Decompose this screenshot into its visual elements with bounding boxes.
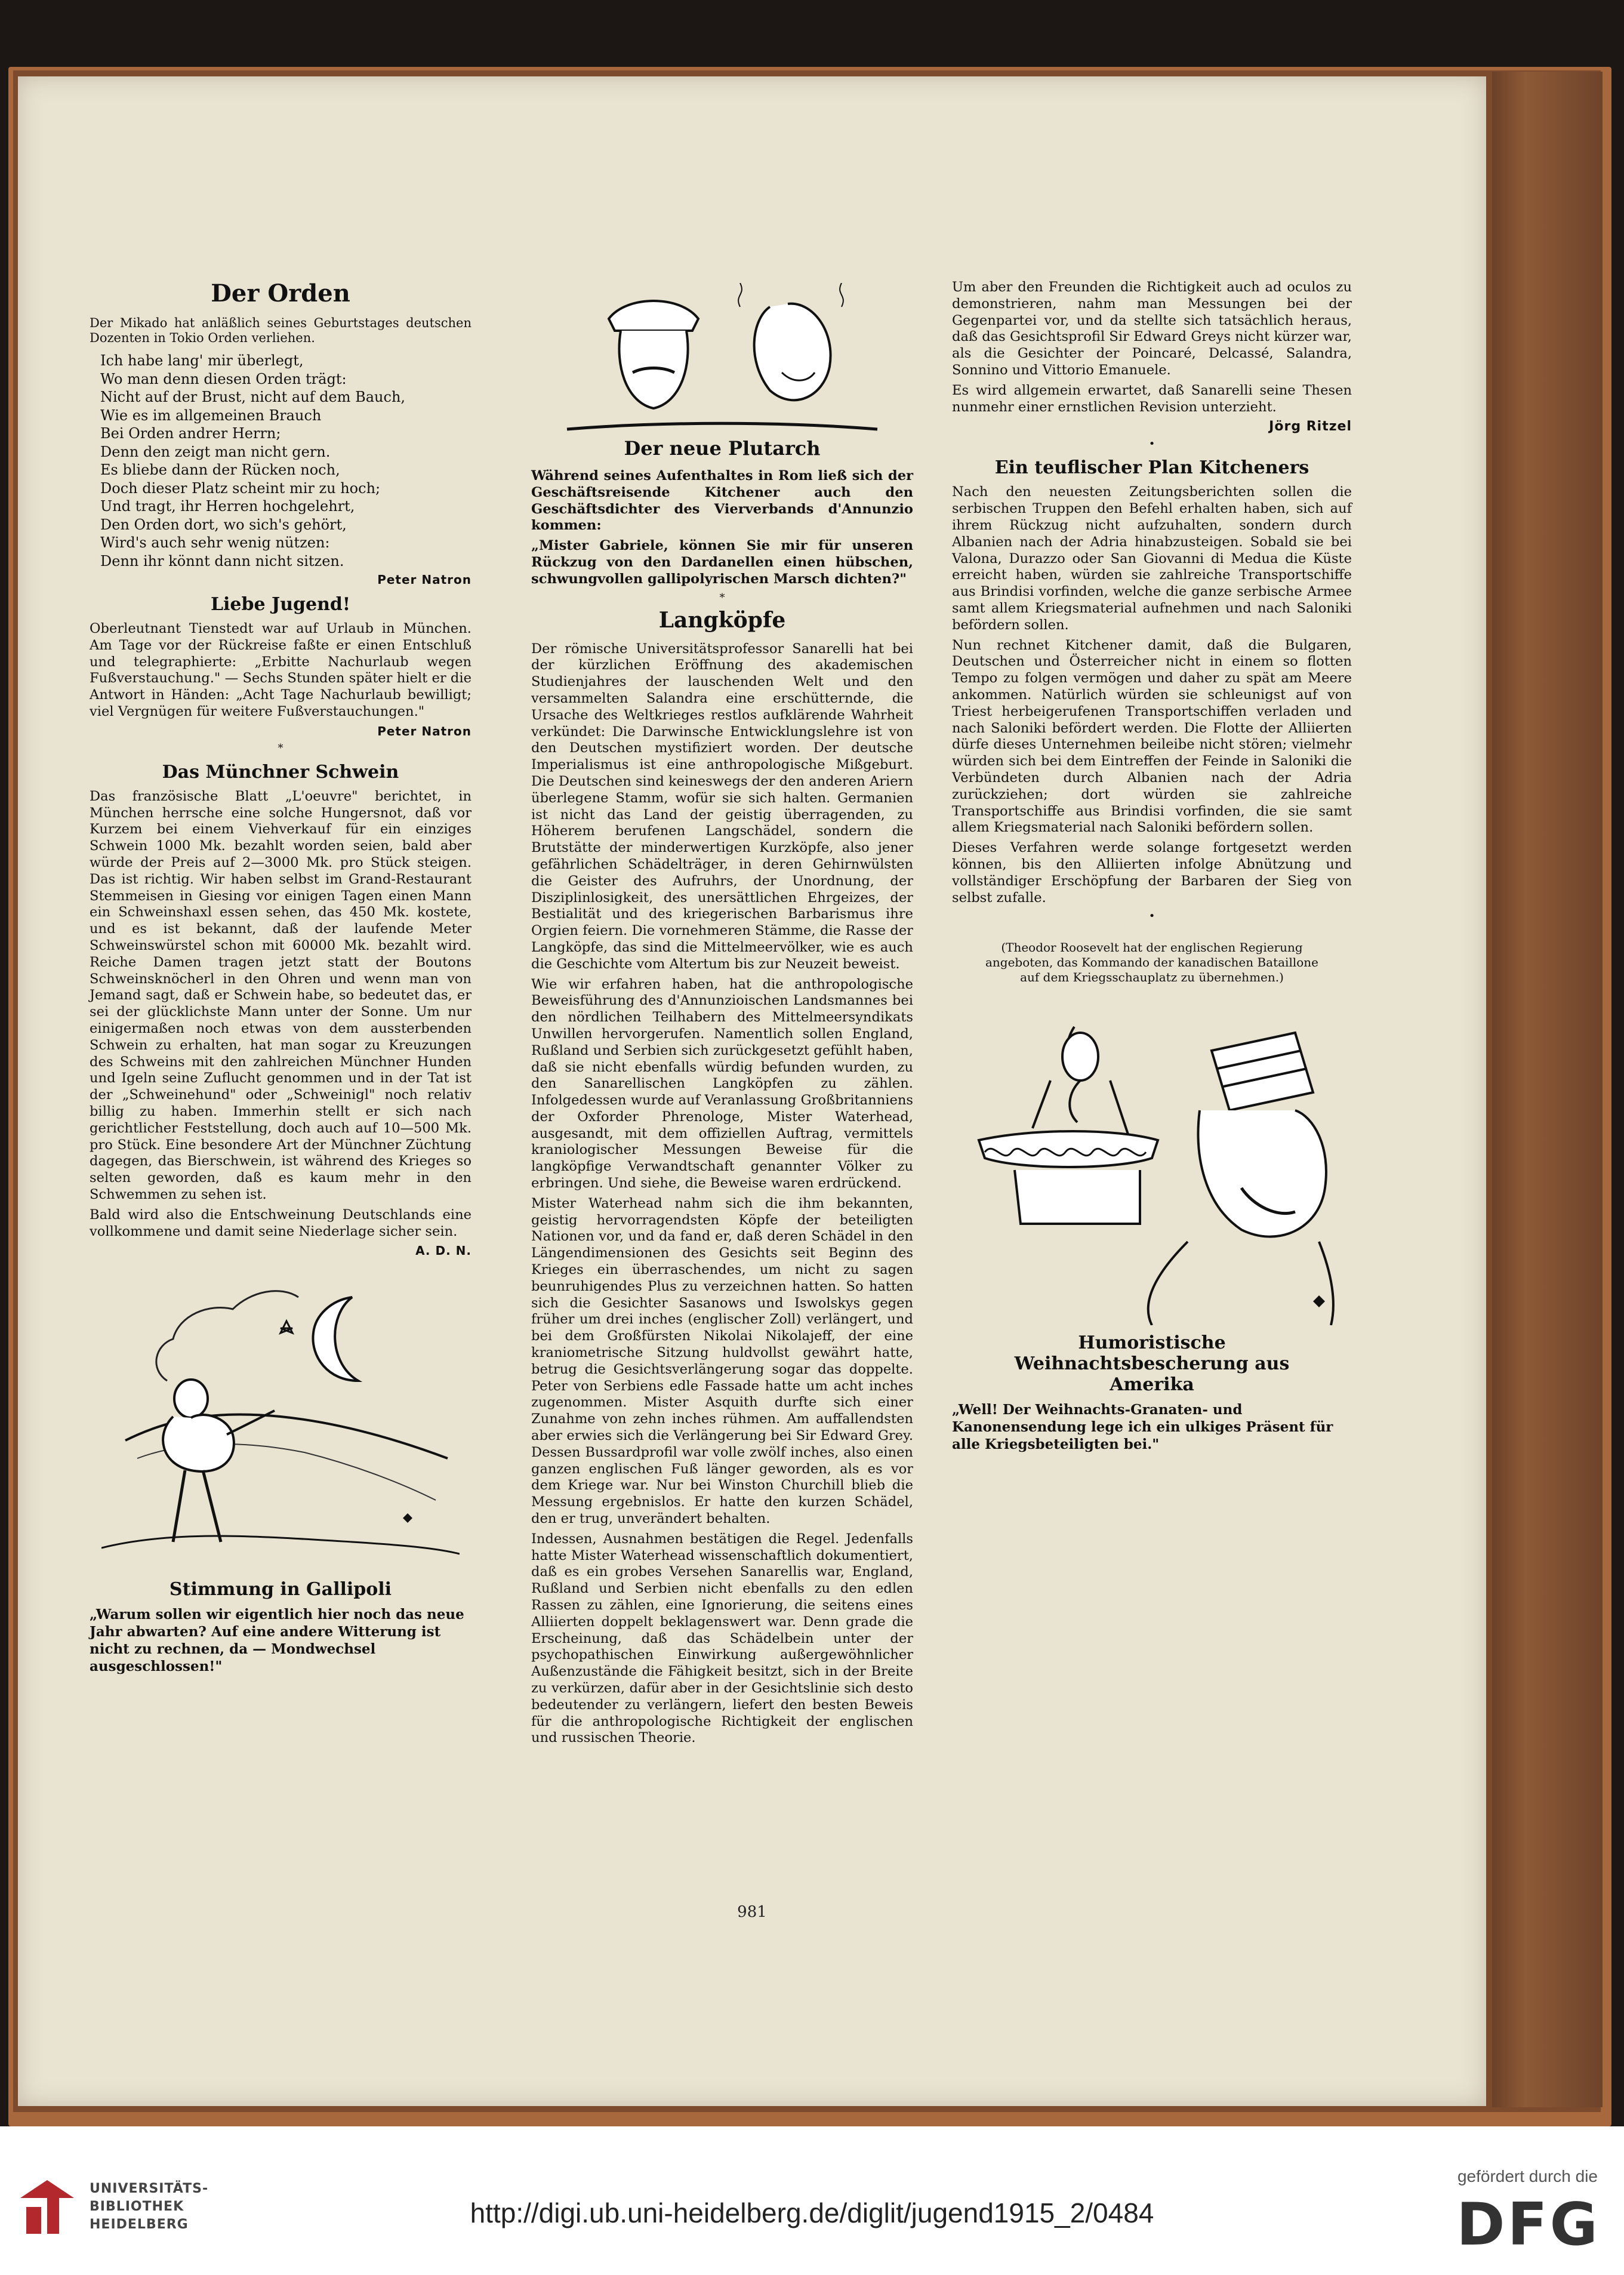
library-line: HEIDELBERG: [90, 2217, 189, 2232]
amerika-cartoon-illustration: [961, 991, 1343, 1325]
poem-line: Bei Orden andrer Herrn;: [100, 425, 281, 442]
plutarch-p1: Während seines Aufenthaltes in Rom ließ sich der Geschäftsreisende Kitchener auch den Geschäftsdichter des Vierverbands d'Annunzio kommen:: [531, 468, 913, 534]
poem-line: Denn den zeigt man nicht gern.: [100, 443, 331, 460]
column-middle: [531, 279, 913, 1750]
permalink-url[interactable]: http://digi.ub.uni-heidelberg.de/diglit/jugend1915_2/0484: [470, 2197, 1154, 2228]
viewer-footer: [0, 2126, 1624, 2275]
heading-langkoepfe: Langköpfe: [658, 607, 786, 633]
amerika-caption: „Well! Der Weihnachts-Granaten- und Kanonensendung lege ich ein ulkiges Präsent für alle Kriegsbeteiligten bei.": [952, 1402, 1333, 1453]
amerika-note: (Theodor Roosevelt hat der englischen Regierung angeboten, das Kommando der kanadischen Bataillone auf dem Kriegsschauplatz zu übernehmen.): [985, 940, 1319, 985]
heading-muenchner-schwein: Das Münchner Schwein: [162, 761, 399, 783]
heading-der-orden: Der Orden: [211, 279, 350, 307]
heading-stimmung-gallipoli: Stimmung in Gallipoli: [169, 1579, 392, 1600]
heading-weihnachtsbescherung: Humoristische Weihnachtsbescherung aus Amerika: [1014, 1332, 1290, 1396]
heading-neue-plutarch: Der neue Plutarch: [624, 437, 821, 460]
poem-line: Nicht auf der Brust, nicht auf dem Bauch,: [100, 389, 406, 405]
column-left: [90, 279, 472, 1679]
jugend-author: Peter Natron: [377, 724, 472, 738]
orden-author: Peter Natron: [377, 572, 472, 587]
langkoepfe-p4: Indessen, Ausnahmen bestätigen die Regel. Jedenfalls hatte Mister Waterhead wissenschaftlich dokumentiert, daß es ein grobes Versehen Sanarellis war, England, Rußland und Serbien nicht ebenfalls zu den edlen Rassen zu zählen, eine Ignorierung, die seitens eines Alliierten doppelt beklagenswert war. Denn grade die Erscheinung, daß das Schädelbein unter der psychopathischen Einwirkung außergewöhnlicher Außenzustände die Fähigkeit besitzt, sich in der Breite zu verkürzen, dafür aber in der Gesichtslinie sich desto bedeutender zu verlängern, liefert den besten Beweis für die anthropologische Richtigkeit der englischen und russischen Theorie.: [531, 1531, 913, 1746]
plutarch-p2: „Mister Gabriele, können Sie mir für unseren Rückzug von den Dardanellen einen hübschen, schwungvollen gallipolyrischen Marsch dichten?": [531, 538, 913, 587]
column-right: [952, 279, 1352, 1457]
funding-note: gefördert durch die: [1457, 2167, 1598, 2185]
plan-p3: Dieses Verfahren werde solange fortgesetzt werden können, bis den Alliierten infolge Abnützung und vollständiger Erschöpfung der Barbaren der Sieg von selbst zufalle.: [952, 840, 1352, 906]
book-spine-board: [1492, 72, 1603, 2107]
poem-line: Doch dieser Platz scheint mir zu hoch;: [100, 479, 381, 497]
separator-star: *: [719, 591, 725, 604]
schwein-author: A. D. N.: [415, 1243, 472, 1258]
langkoepfe-p2: Wie wir erfahren haben, hat die anthropologische Beweisführung des d'Annunzioischen Landsmannes bei den nördlichen Teilhabern des Mittelmeersyndikats Unwillen hervorgerufen. Namentlich sollen England, Rußland und Serbien sich zurückgesetzt gefühlt haben, daß sie nicht ebenfalls würdig befunden wurden, zu den Sanarellischen Langköpfen zu zählen. Infolgedessen wurde auf Veranlassung Großbritanniens der Oxforder Phrenologe, Mister Waterhead, ausgesandt, mit dem offiziellen Auftrag, vermittels kraniologischer Messungen Beweise für die langköpfige Verwandtschaft genannter Völker zu erbringen. Und siehe, die Beweise waren erdrückend.: [531, 976, 913, 1192]
poem-line: Wo man denn diesen Orden trägt:: [100, 370, 347, 387]
separator-star: •: [1148, 910, 1155, 923]
langkoepfe-p5: Um aber den Freunden die Richtigkeit auch ad oculos zu demonstrieren, nahm man Messungen bei der Gegenpartei vor, und da stellte sich tatsächlich heraus, daß das Gesichtsprofil Sir Edward Greys nicht kürzer war, als die Gesichter der Poincaré, Delcassé, Salandra, Sonnino und Vittorio Emanuele.: [952, 279, 1352, 378]
magazine-page: [18, 76, 1486, 2106]
heading-teuflischer-plan: Ein teuflischer Plan Kitcheners: [994, 457, 1309, 479]
separator-star: *: [278, 741, 283, 755]
langkoepfe-p6: Es wird allgemein erwartet, daß Sanarelli seine Thesen nunmehr einer ernstlichen Revision unterzieht.: [952, 382, 1352, 415]
poem-line: Ich habe lang' mir überlegt,: [100, 352, 304, 369]
langkoepfe-author: Jörg Ritzel: [1269, 419, 1352, 435]
poem-line: Es bliebe dann der Rücken noch,: [100, 461, 340, 478]
poem-line: Denn ihr könnt dann nicht sitzen.: [100, 552, 344, 569]
orden-poem: [90, 352, 472, 570]
poem-line: Und tragt, ihr Herren hochgelehrt,: [100, 498, 355, 515]
heading-liebe-jugend: Liebe Jugend!: [210, 594, 351, 615]
poem-line: Den Orden dort, wo sich's gehört,: [100, 516, 347, 533]
dfg-logo[interactable]: DFG: [1456, 2191, 1600, 2259]
langkoepfe-p3: Mister Waterhead nahm sich die ihm bekannten, geistig hervorragendsten Köpfe der beteiligten Nationen vor, und da fand er, daß deren Schädel in den Längendimensionen des Gesichts seit Beginn des Krieges ein überraschendes, um nicht zu sagen beunruhigendes Plus zu verzeichnen hatten. So hatten sich die Gesichter Sasanows und Iswolskys gegen früher um drei inches (englischer Zoll) verlängert, und bei dem Großfürsten Nikolai Nikolajeff, der eine kraniometrische Sitzung huldvollst gewährt hatte, betrug die Gesichtsverlängerung sogar das doppelte. Peter von Serbiens edle Fassade hatte um acht inches zugenommen. Mister Asquith durfte sich einer Zunahme von zehn inches rühmen. Am auffallendsten aber erwies sich die Verlängerung bei Sir Edward Grey. Dessen Bussardprofil war volle zwölf inches, also einen ganzen englischen Fuß länger geworden, als es vor dem Kriege war. Nur bei Winston Churchill blieb die Messung ergebnislos. Er hatte den kurzen Schädel, den er trug, unverändert behalten.: [531, 1195, 913, 1527]
separator-star: •: [1148, 438, 1155, 451]
gallipoli-cartoon-illustration: [101, 1261, 460, 1572]
orden-intro: Der Mikado hat anläßlich seines Geburtstages deutschen Dozenten in Tokio Orden verliehen.: [90, 316, 472, 345]
schwein-p2: Bald wird also die Entschweinung Deutschlands eine vollkommene und damit seine Niederlage sicher sein.: [90, 1206, 472, 1239]
gallipoli-caption: „Warum sollen wir eigentlich hier noch das neue Jahr abwarten? Auf eine andere Witterung ist nicht zu rechnen, da — Mondwechsel ausgeschlossen!": [90, 1606, 464, 1675]
poem-line: Wie es im allgemeinen Brauch: [100, 407, 322, 424]
library-line: UNIVERSITÄTS-: [90, 2181, 209, 2196]
plutarch-cartoon-illustration: [543, 283, 901, 432]
plan-p1: Nach den neuesten Zeitungsberichten sollen die serbischen Truppen den Befehl erhalten haben, sich auf ihrem Rückzug nicht aufzuhalten, sondern durch Albanien nach der Adria hinabzusteigen. Sobald sie bei Valona, Durazzo oder San Giovanni di Medua die Küste erreicht haben, würden sie zahlreiche Transportschiffe aus Brindisi vorfinden, welche die ganze serbische Armee samt allem Kriegsmaterial aufnehmen und nach Saloniki befördern sollen.: [952, 484, 1352, 633]
page-number: 981: [737, 1903, 767, 1921]
jugend-text: Oberleutnant Tienstedt war auf Urlaub in München. Am Tage vor der Rückreise faßte er einen Entschluß und telegraphierte: „Erbitte Nachurlaub wegen Fußverstauchung." — Sechs Stunden später hielt er die Antwort in Händen: „Acht Tage Nachurlaub bewilligt; viel Vergnügen für weitere Fußverstauchungen.": [90, 621, 472, 719]
poem-line: Wird's auch sehr wenig nützen:: [100, 534, 330, 551]
schwein-p1: Das französische Blatt „L'oeuvre" berichtet, in München herrsche eine solche Hungersnot, daß vor Kurzem bei einem Viehverkauf für ein einziges Schwein 1000 Mk. bezahlt worden seien, bald aber würde der Preis auf 2—3000 Mk. pro Stück steigen. Das ist richtig. Wir haben selbst im Grand-Restaurant Stemmeisen in Giesing vor einigen Tagen einen Mann ein Schweinshaxl essen sehen, das 450 Mk. kostete, und es ist bekannt, daß der laufende Meter Schweinswürstel schon mit 60000 Mk. bezahlt wird. Reiche Damen tragen jetzt statt der Boutons Schweinsknöcherl in den Ohren und wenn man von Jemand sagt, daß er Schwein habe, so bedeutet das, er sei der glücklichste Mann unter der Sonne. Um nur einigermaßen noch etwas von dem aussterbenden Schwein zu erhalten, hat man sogar zu Kreuzungen des Schweins mit den zahlreichen Münchner Hunden und Igeln seine Zuflucht genommen und in der Tat ist der „Schweinehund" oder „Schweinigl" noch relativ billig zu haben. Immerhin stellt er sich nach gerichtlicher Feststellung, doch auch auf 10—500 Mk. pro Stück. Eine besondere Art der Münchner Züchtung dagegen, das Bierschwein, ist während des Krieges so selten geworden, daß es kaum mehr in den Schwemmen zu sehen ist.: [90, 788, 472, 1202]
langkoepfe-p1: Der römische Universitätsprofessor Sanarelli hat bei der kürzlichen Eröffnung des akademischen Studienjahres der lauschenden Welt und den versammelten Salandra eine erschütternde, die Ursache des Weltkrieges restlos aufklärende Wahrheit verkündet: Die Darwinsche Entwicklungslehre ist von den Deutschen mystifiziert worden. Der deutsche Imperialismus ist eine anthropologische Mißgeburt. Die Deutschen sind keineswegs der den anderen Ariern überlegene Stamm, wofür sie sich halten. Germanien ist nicht das Land der geistig überragenden, zu Höherem berufenen Langschädel, sondern die Brutstätte der minderwertigen Kurzköpfe, also jener gefährlichen Schädelträger, in deren Gehirnwülsten die Geister des Aufruhrs, der Unordnung, der Disziplinlosigkeit, des unersättlichen Ehrgeizes, der Bestialität und des kriegerischen Barbarismus ihre Orgien feiern. Die vornehmeren Stämme, die Rasse der Langköpfe, das sind die Mittelmeervölker, wie es auch die Geschichte vom Altertum bis zur Neuzeit beweist.: [531, 641, 913, 972]
plan-p2: Nun rechnet Kitchener damit, daß die Bulgaren, Deutschen und Österreicher nicht in einem so flotten Tempo zu folgen vermögen und daher zu spät am Meere ankommen. Natürlich würden sie schleunigst auf von Triest herbeigerufenen Transportschiffen verladen und nach Saloniki befördert werden. Die Flotte der Alliierten dürfe dieses Unternehmen beileibe nicht stören; vielmehr würden sich bei dem Eintreffen der Feinde in Saloniki die Verbündeten durch Albanien nach der Adria zurückziehen; dort würden sie zahlreiche Transportschiffe aus Brindisi vorfinden, die sie samt allem Kriegsmaterial nach Saloniki befördern sollen.: [952, 637, 1352, 836]
library-line: BIBLIOTHEK: [90, 2199, 184, 2214]
